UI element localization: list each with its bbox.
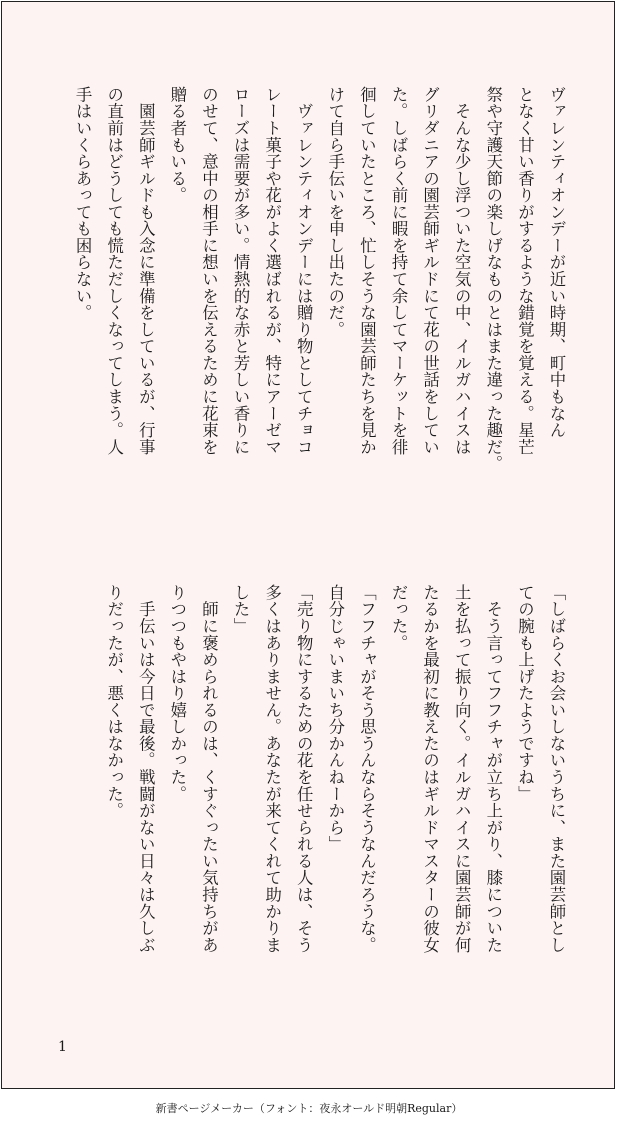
text-line: ヴァレンティオンデーには贈り物としてチョコ	[294, 86, 314, 456]
text-line: だった。	[389, 584, 409, 652]
text-line: グリダニアの園芸師ギルドにて花の世話をしてい	[420, 86, 440, 456]
page-number: 1	[58, 1039, 67, 1055]
text-line: ローズは需要が多い。情熱的な赤と芳しい香りに	[231, 86, 251, 456]
text-line: のせて、意中の相手に想いを伝えるために花束を	[199, 86, 219, 456]
text-line: 手伝いは今日で最後。戦闘がない日々は久しぶ	[136, 584, 156, 954]
footer-caption: 新書ページメーカー（フォント：夜永オールド明朝Regular）	[155, 1102, 463, 1115]
text-line: となく甘い香りがするような錯覚を覚える。星芒	[515, 86, 535, 456]
text-line: 園芸師ギルドも入念に準備をしているが、行事	[136, 86, 156, 456]
text-line: 師に褒められるのは、くすぐったい気持ちがあ	[199, 584, 219, 954]
text-line: ヴァレンティオンデーが近い時期、町中もなん	[547, 86, 566, 439]
text-line: 手はいくらあっても困らない。	[73, 86, 93, 321]
text-line: そう言ってフフチャが立ち上がり、膝についた	[483, 584, 503, 954]
text-line: した」	[231, 584, 251, 635]
text-line: の直前はどうしても慌ただしくなってしまう。人	[104, 86, 124, 456]
text-line: 贈る者もいる。	[167, 86, 187, 204]
text-line: 多くはありません。あなたが来てくれて助かりま	[262, 584, 282, 954]
text-line: 「しばらくお会いしないうちに、また園芸師とし	[547, 584, 566, 954]
text-line: そんな少し浮ついた空気の中、イルガハイスは	[452, 86, 472, 456]
text-line: レート菓子や花がよく選ばれるが、特にアーゼマ	[262, 86, 282, 456]
text-line: 自分じゃいまいち分かんねーから」	[325, 584, 345, 853]
text-line: ての腕も上げたようですね」	[515, 584, 535, 803]
lower-text-block	[98, 584, 572, 1024]
text-line: 祭や守護天節の楽しげなものとはまた違った趣だ。	[483, 86, 503, 472]
book-page	[1, 1, 615, 1089]
text-line: た。しばらく前に暇を持て余してマーケットを徘	[389, 86, 409, 456]
text-line: たるかを最初に教えたのはギルドマスターの彼女	[420, 584, 440, 954]
text-line: 「フフチャがそう思うんならそうなんだろうな。	[357, 584, 377, 954]
upper-text-block	[67, 86, 573, 526]
text-line: けて自ら手伝いを申し出たのだ。	[325, 86, 345, 338]
text-line: りだったが、悪くはなかった。	[104, 584, 124, 819]
text-line: 「売り物にするための花を任せられる人は、そう	[294, 584, 314, 954]
text-line: 徊していたところ、忙しそうな園芸師たちを見か	[357, 86, 377, 456]
text-line: りつつもやはり嬉しかった。	[167, 584, 187, 803]
text-line: 土を払って振り向く。イルガハイスに園芸師が何	[452, 584, 472, 954]
